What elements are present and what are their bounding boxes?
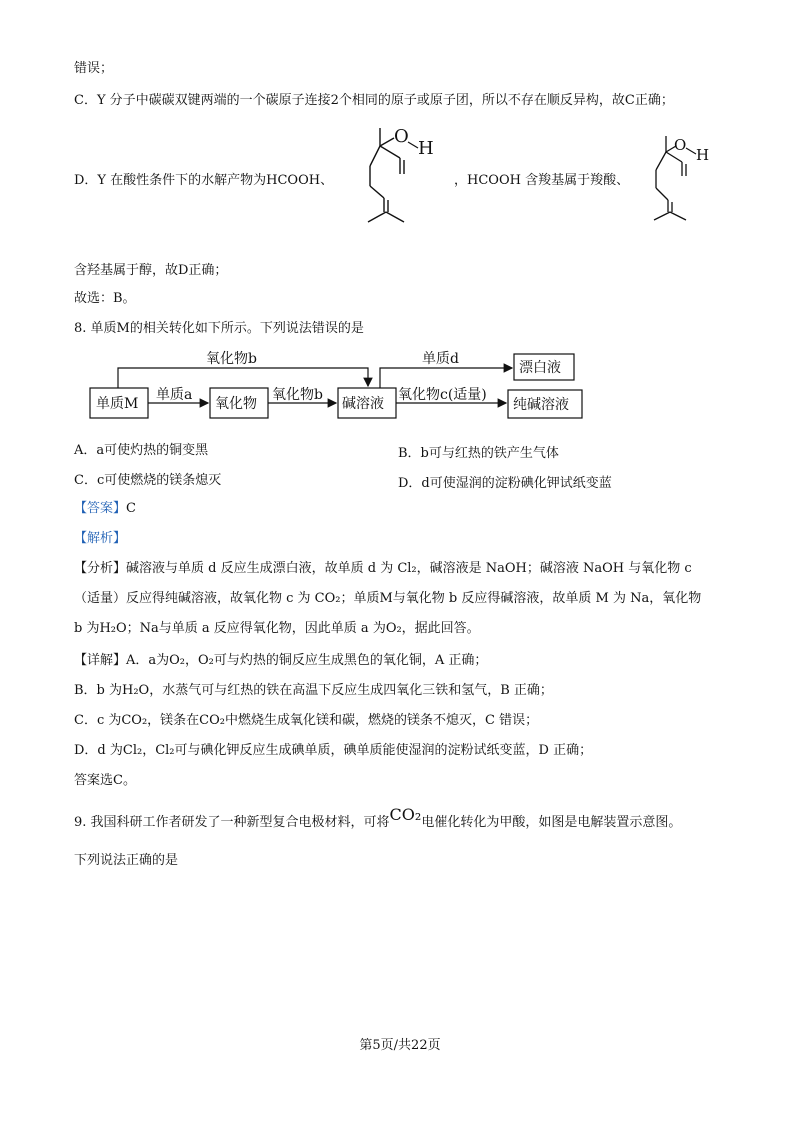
text-line: D．Y 在酸性条件下的水解产物为HCOOH、 bbox=[74, 173, 334, 188]
molecule-structure-1 bbox=[346, 120, 446, 234]
analysis-label: 【解析】 bbox=[74, 531, 127, 546]
detail-line: D．d 为Cl₂，Cl₂可与碘化钾反应生成碘单质，碘单质能使湿润的淀粉试纸变蓝，D 正确； bbox=[74, 743, 593, 758]
label-oxide: 氧化物 bbox=[215, 396, 257, 412]
text-line: C．Y 分子中碳碳双键两端的一个碳原子连接2个相同的原子或原子团，所以不存在顺反异构，故C正确； bbox=[74, 93, 674, 108]
detail-text: A．a为O₂，O₂可与灼热的铜反应生成黑色的氧化铜，A 正确； bbox=[126, 653, 488, 668]
detail-line bbox=[74, 652, 487, 670]
oxygen-label: O bbox=[674, 136, 687, 154]
label-bleach: 漂白液 bbox=[519, 360, 561, 376]
detail-heading: 【详解】 bbox=[74, 653, 127, 668]
analysis-line bbox=[74, 560, 692, 578]
analysis-text: 碱溶液与单质 d 反应生成漂白液，故单质 d 为 Cl₂，碱溶液是 NaOH；碱溶液 NaOH 与氧化物 c bbox=[126, 561, 692, 576]
label-base-solution: 碱溶液 bbox=[342, 396, 384, 412]
arrow-label-d: 单质d bbox=[422, 351, 459, 367]
text-line: 错误； bbox=[74, 61, 114, 76]
text-line: 故选：B。 bbox=[74, 291, 136, 306]
analysis-line: b 为H₂O；Na与单质 a 反应得氧化物，因此单质 a 为O₂，据此回答。 bbox=[74, 621, 480, 636]
question-9-stem bbox=[74, 805, 682, 832]
text-line: ，HCOOH 含羧基属于羧酸、 bbox=[454, 173, 630, 188]
hydrogen-label: H bbox=[418, 138, 434, 159]
text-line: 含羟基属于醇，故D正确； bbox=[74, 263, 228, 278]
detail-line: C．c 为CO₂，镁条在CO₂中燃烧生成氧化镁和碳，燃烧的镁条不熄灭，C 错误； bbox=[74, 713, 539, 728]
arrow-label-b-top: 氧化物b bbox=[206, 351, 257, 367]
page-footer: 第5页/共22页 bbox=[359, 1038, 441, 1053]
option-d: D．d可使湿润的淀粉碘化钾试纸变蓝 bbox=[398, 476, 612, 491]
question-9-text-b: 电催化转化为甲酸，如图是电解装置示意图。 bbox=[421, 815, 682, 830]
answer-label: 【答案】 bbox=[74, 501, 127, 516]
molecule-structure-2 bbox=[636, 130, 726, 234]
question-9-text-a: 9. 我国科研工作者研发了一种新型复合电极材料，可将 bbox=[74, 815, 390, 830]
answer-value: C bbox=[126, 501, 136, 516]
oxygen-label: O bbox=[394, 126, 409, 147]
option-a: A．a可使灼热的铜变黑 bbox=[74, 443, 209, 458]
analysis-heading: 【分析】 bbox=[74, 561, 127, 576]
co2-formula: CO₂ bbox=[389, 805, 422, 824]
question-9-prompt: 下列说法正确的是 bbox=[74, 853, 179, 868]
option-c: C．c可使燃烧的镁条熄灭 bbox=[74, 473, 222, 488]
detail-line: B．b 为H₂O，水蒸气可与红热的铁在高温下反应生成四氧化三铁和氢气，B 正确； bbox=[74, 683, 553, 698]
arrow-label-a: 单质a bbox=[156, 387, 193, 403]
label-element-M: 单质M bbox=[96, 396, 139, 412]
question-8-stem: 8. 单质M的相关转化如下所示。下列说法错误的是 bbox=[74, 321, 364, 336]
label-soda-solution: 纯碱溶液 bbox=[513, 397, 569, 413]
answer-row bbox=[74, 500, 136, 518]
transformation-diagram bbox=[86, 348, 606, 428]
detail-line: 答案选C。 bbox=[74, 773, 136, 788]
hydrogen-label: H bbox=[696, 146, 710, 164]
option-b: B．b可与红热的铁产生气体 bbox=[398, 446, 559, 461]
arrow-label-c: 氧化物c(适量) bbox=[398, 387, 487, 403]
analysis-line: （适量）反应得纯碱溶液，故氧化物 c 为 CO₂；单质M与氧化物 b 反应得碱溶液，故单质 M 为 Na，氧化物 bbox=[74, 591, 702, 606]
arrow-label-b-mid: 氧化物b bbox=[272, 387, 323, 403]
